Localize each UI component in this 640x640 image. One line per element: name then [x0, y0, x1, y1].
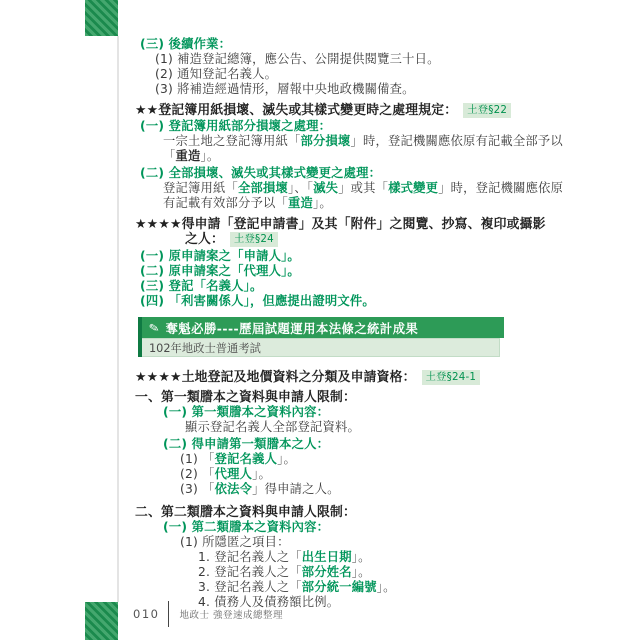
- corner-stripe-decoration-top: [85, 0, 118, 36]
- text-segment: (一) 登記簿用紙部分損壞之處理：: [140, 119, 332, 133]
- text-segment: 部分統一編號: [301, 580, 377, 594]
- page-content: [135, 37, 567, 610]
- text-line: [135, 52, 567, 67]
- page-number: 010: [133, 607, 160, 621]
- text-block-upper: [135, 37, 567, 309]
- text-line: [135, 37, 567, 52]
- text-line: [135, 437, 567, 452]
- text-segment: 二、第二類謄本之資料與申請人限制：: [135, 505, 356, 520]
- text-line: [135, 535, 567, 550]
- text-segment: 一、第一類謄本之資料與申請人限制：: [135, 390, 356, 405]
- text-segment: 」、「: [287, 181, 314, 195]
- text-segment: 部分姓名: [301, 565, 352, 579]
- text-segment: 」。: [200, 149, 220, 163]
- footer-divider: [168, 601, 169, 627]
- text-line: [135, 550, 567, 565]
- text-line: [135, 580, 567, 595]
- corner-stripe-decoration-bottom: [85, 602, 118, 640]
- text-line: [135, 217, 567, 232]
- text-segment: ★★登記簿用紙損壞、滅失或其樣式變更時之處理規定：: [135, 103, 458, 118]
- text-segment: 」或其「: [338, 181, 389, 195]
- text-segment: 」。: [312, 196, 332, 210]
- text-segment: 」得申請之人。: [252, 482, 340, 496]
- text-segment: ★★★★得申請「登記申請書」及其「附件」之閱覽、抄寫、複印或攝影: [135, 217, 546, 232]
- text-block-lower: [135, 370, 567, 610]
- text-segment: 之人：: [185, 232, 224, 247]
- text-segment: 登記名義人: [214, 452, 278, 466]
- text-line: [135, 390, 567, 405]
- text-segment: 部分損壞: [300, 134, 351, 148]
- text-segment: 出生日期: [301, 550, 352, 564]
- text-line: [135, 181, 567, 196]
- text-segment: 登記簿用紙「: [163, 181, 238, 195]
- text-segment: (1) 補造登記總簿，應公告、公開提供閱覽三十日。: [155, 52, 440, 66]
- text-line: [135, 119, 567, 134]
- text-segment: 」。: [376, 580, 396, 594]
- exam-stats-banner-header: [142, 317, 504, 338]
- text-line: [135, 249, 567, 264]
- text-segment: (2) 通知登記名義人。: [155, 67, 278, 81]
- text-segment: (3) 將補造經過情形，層報中央地政機關備查。: [155, 82, 415, 96]
- text-line: [135, 82, 567, 97]
- text-line: [135, 103, 567, 118]
- text-segment: (一) 第一類謄本之資料內容：: [163, 405, 330, 419]
- text-segment: 」時，登記機關應依原有記載全部予以: [350, 134, 563, 148]
- text-line: [135, 134, 567, 149]
- text-segment: 3. 登記名義人之「: [198, 580, 302, 594]
- text-segment: (三) 登記「名義人」。: [140, 279, 263, 293]
- text-segment: 全部損壞: [237, 181, 288, 195]
- pen-icon: ✎: [147, 319, 161, 336]
- text-line: [135, 565, 567, 580]
- text-segment: (二) 得申請第一類謄本之人：: [163, 437, 330, 451]
- book-title: 地政士 強登速成總整理: [179, 610, 283, 621]
- text-line: [135, 67, 567, 82]
- text-segment: 代理人: [214, 467, 253, 481]
- law-reference-tag: 土登§22: [463, 103, 511, 118]
- text-segment: (一) 原申請案之「申請人」。: [140, 249, 300, 263]
- text-segment: (1) 所隱匿之項目：: [180, 535, 290, 549]
- text-segment: 」。: [351, 550, 371, 564]
- text-segment: 滅失: [313, 181, 339, 195]
- text-segment: 有記載有效部分予以「: [163, 196, 288, 210]
- text-line: [135, 420, 567, 435]
- text-line: [135, 467, 567, 482]
- text-line: [135, 166, 567, 181]
- text-segment: 顯示登記名義人全部登記資料。: [185, 420, 360, 434]
- text-line: [135, 279, 567, 294]
- text-line: [135, 294, 567, 309]
- text-line: [135, 149, 567, 164]
- text-segment: 1. 登記名義人之「: [198, 550, 302, 564]
- text-segment: 重造: [175, 149, 201, 163]
- exam-year-label: 102年地政士普通考試: [149, 341, 261, 355]
- text-segment: 一宗土地之登記簿用紙「: [163, 134, 301, 148]
- text-segment: 」。: [252, 467, 271, 481]
- text-line: [135, 232, 567, 247]
- text-segment: (二) 全部損壞、滅失或其樣式變更之處理：: [140, 166, 382, 180]
- text-segment: 」時，登記機關應依原: [438, 181, 564, 195]
- left-margin-rule: [117, 36, 119, 602]
- text-line: [135, 505, 567, 520]
- text-segment: 2. 登記名義人之「: [198, 565, 302, 579]
- text-segment: 4. 債務人及債務額比例。: [198, 595, 340, 609]
- text-line: [135, 520, 567, 535]
- text-segment: (四) 「利害關係人」，但應提出證明文件。: [140, 294, 375, 308]
- text-segment: (1) 「: [180, 452, 215, 466]
- law-reference-tag: 土登§24-1: [422, 370, 481, 385]
- text-line: [135, 370, 567, 385]
- text-line: [135, 482, 567, 497]
- text-segment: (3) 「: [180, 482, 215, 496]
- exam-stats-banner-row: [142, 338, 500, 357]
- text-segment: 重造: [287, 196, 313, 210]
- text-line: [135, 196, 567, 211]
- text-segment: 「: [163, 149, 176, 163]
- text-segment: (2) 「: [180, 467, 215, 481]
- text-line: [135, 452, 567, 467]
- law-reference-tag: 土登§24: [230, 232, 278, 247]
- text-segment: (二) 原申請案之「代理人」。: [140, 264, 300, 278]
- text-segment: 」。: [277, 452, 296, 466]
- text-segment: (一) 第二類謄本之資料內容：: [163, 520, 330, 534]
- exam-stats-banner-title: 奪魁必勝----歷屆試題運用本法條之統計成果: [165, 321, 419, 336]
- text-line: [135, 405, 567, 420]
- text-segment: 樣式變更: [388, 181, 439, 195]
- text-line: [135, 264, 567, 279]
- text-segment: (三) 後續作業：: [140, 37, 232, 51]
- text-segment: 」。: [351, 565, 371, 579]
- text-segment: 依法令: [214, 482, 253, 496]
- page-footer: [133, 600, 283, 628]
- exam-stats-banner: [138, 317, 504, 357]
- text-segment: ★★★★土地登記及地價資料之分類及申請資格：: [135, 370, 416, 385]
